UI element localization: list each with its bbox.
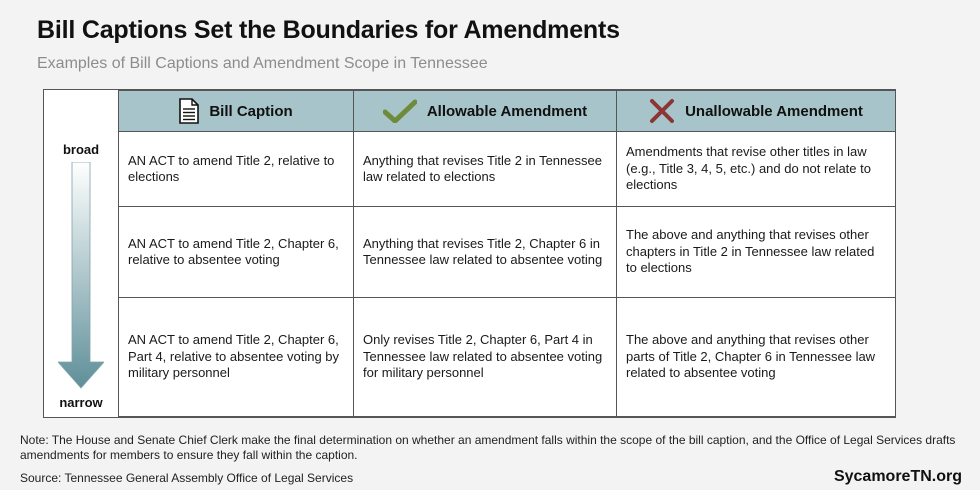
page-subtitle: Examples of Bill Captions and Amendment Scope in Tennessee [37,55,488,72]
bill-caption-cell: AN ACT to amend Title 2, relative to elections [119,132,354,207]
header-unallowable-amendment [617,91,896,132]
scale-label-narrow: narrow [59,395,103,410]
page-title: Bill Captions Set the Boundaries for Amendments [37,16,620,44]
allowable-amendment-cell: Anything that revises Title 2 in Tennessee law related to elections [354,132,617,207]
unallowable-amendment-cell: Amendments that revise other titles in law (e.g., Title 3, 4, 5, etc.) and do not relate to elections [617,132,896,207]
table-row [119,207,896,298]
checkmark-icon [383,99,417,123]
document-icon [179,98,199,124]
header-row [119,91,896,132]
table-row [119,298,896,417]
caption-grid [118,90,896,417]
footnote: Note: The House and Senate Chief Clerk make the final determination on whether an amendment falls within the scope of the bill caption, and the Office of Legal Services drafts amendments for members to ensure they fall within the caption. [20,433,956,462]
amendment-scope-table [43,89,896,418]
header-allowable-label: Allowable Amendment [426,102,588,120]
bill-caption-cell: AN ACT to amend Title 2, Chapter 6, relative to absentee voting [119,207,354,298]
scale-label-broad: broad [62,142,100,157]
scope-scale [44,90,119,417]
x-mark-icon [649,98,675,124]
source-line: Source: Tennessee General Assembly Office of Legal Services [20,471,354,485]
header-bill-caption [119,91,354,132]
brand-logo: SycamoreTN.org [833,468,962,485]
table-row [119,132,896,207]
broad-to-narrow-arrow-icon [58,162,104,392]
header-bill-caption-label: Bill Caption [209,102,293,120]
bill-caption-cell: AN ACT to amend Title 2, Chapter 6, Part 4, relative to absentee voting by military personnel [119,298,354,417]
allowable-amendment-cell: Only revises Title 2, Chapter 6, Part 4 in Tennessee law related to absentee voting for military personnel [354,298,617,417]
unallowable-amendment-cell: The above and anything that revises other chapters in Title 2 in Tennessee law related to elections [617,207,896,298]
header-allowable-amendment [354,91,617,132]
header-unallowable-label: Unallowable Amendment [685,102,863,120]
unallowable-amendment-cell: The above and anything that revises other parts of Title 2, Chapter 6 in Tennessee law related to absentee voting [617,298,896,417]
allowable-amendment-cell: Anything that revises Title 2, Chapter 6 in Tennessee law related to absentee voting [354,207,617,298]
